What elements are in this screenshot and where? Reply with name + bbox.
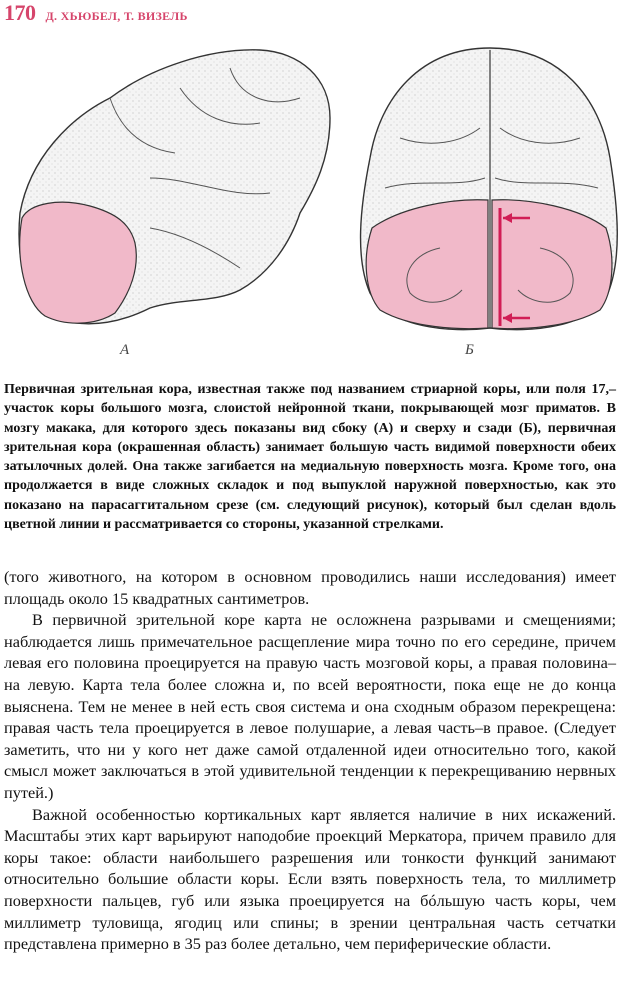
panel-label-b: Б [465,342,474,358]
brain-figure [0,28,620,368]
paragraph-1: (того животного, на котором в основном проводились наши исследования) имеет площадь около 15 квадратных сантиметров. [4,567,616,608]
body-text [4,566,616,955]
brain-lateral-view [19,50,330,324]
panel-label-a: А [120,342,130,358]
paragraph-3: Важной особенностью кортикальных карт является наличие в них искажений. Масштабы этих карт варьируют наподобие проекций Меркатора, причем правило для коры такое: области наибольшего разрешения или тонкости функций занимают относительно большие области коры. Если взять поверхность тела, то миллиметр поверхности пальцев, губ или языка проецируется на бóльшую часть коры, чем миллиметр туловища, ягодиц или спины; в зрении центральная часть сетчатки представлена примерно в 35 раз более детально, чем периферические области. [4,804,616,954]
page-number: 170 [4,0,36,25]
brain-dorsal-view [361,48,618,330]
figure-caption: Первичная зрительная кора, известная также под названием стриарной коры, или поля 17,–участок коры большого мозга, слоистой нейронной ткани, покрывающей мозг приматов. В мозгу макака, для которого здесь показаны вид сбоку (А) и сверху и сзади (Б), первичная зрительная кора (окрашенная область) занимает большую часть видимой поверхности обеих затылочных долей. Она также загибается на медиальную поверхность мозга. Кроме того, она продолжается в виде сложных складок и под выпуклой наружной поверхностью, как это показано на парасаггитальном срезе (см. следующий рисунок), который был сделан вдоль цветной линии и рассматривается со стороны, указанной стрелками. [4,382,616,533]
running-head: Д. ХЬЮБЕЛ, Т. ВИЗЕЛЬ [45,9,188,23]
brain-illustration [0,28,620,368]
paragraph-2: В первичной зрительной коре карта не осложнена разрывами и смещениями; наблюдается лишь примечательное расщепление мира точно по его середине, причем левая его половина проецируется на правую часть мозговой коры, а правая половина–на левую. Карта тела более сложна и, по всей вероятности, пока еще не до конца выяснена. Тем не менее в ней есть своя система и она сходным образом перекрещена: правая часть тела проецируется в левое полушарие, а левая часть–в правое. (Следует заметить, что ни у кого нет даже самой отдаленной идеи относительно того, какой смысл может заключаться в этой удивительной тенденции к перекрещиванию нервных путей.) [4,610,616,802]
page-header [4,0,188,26]
brain-a-cortex [20,202,137,323]
